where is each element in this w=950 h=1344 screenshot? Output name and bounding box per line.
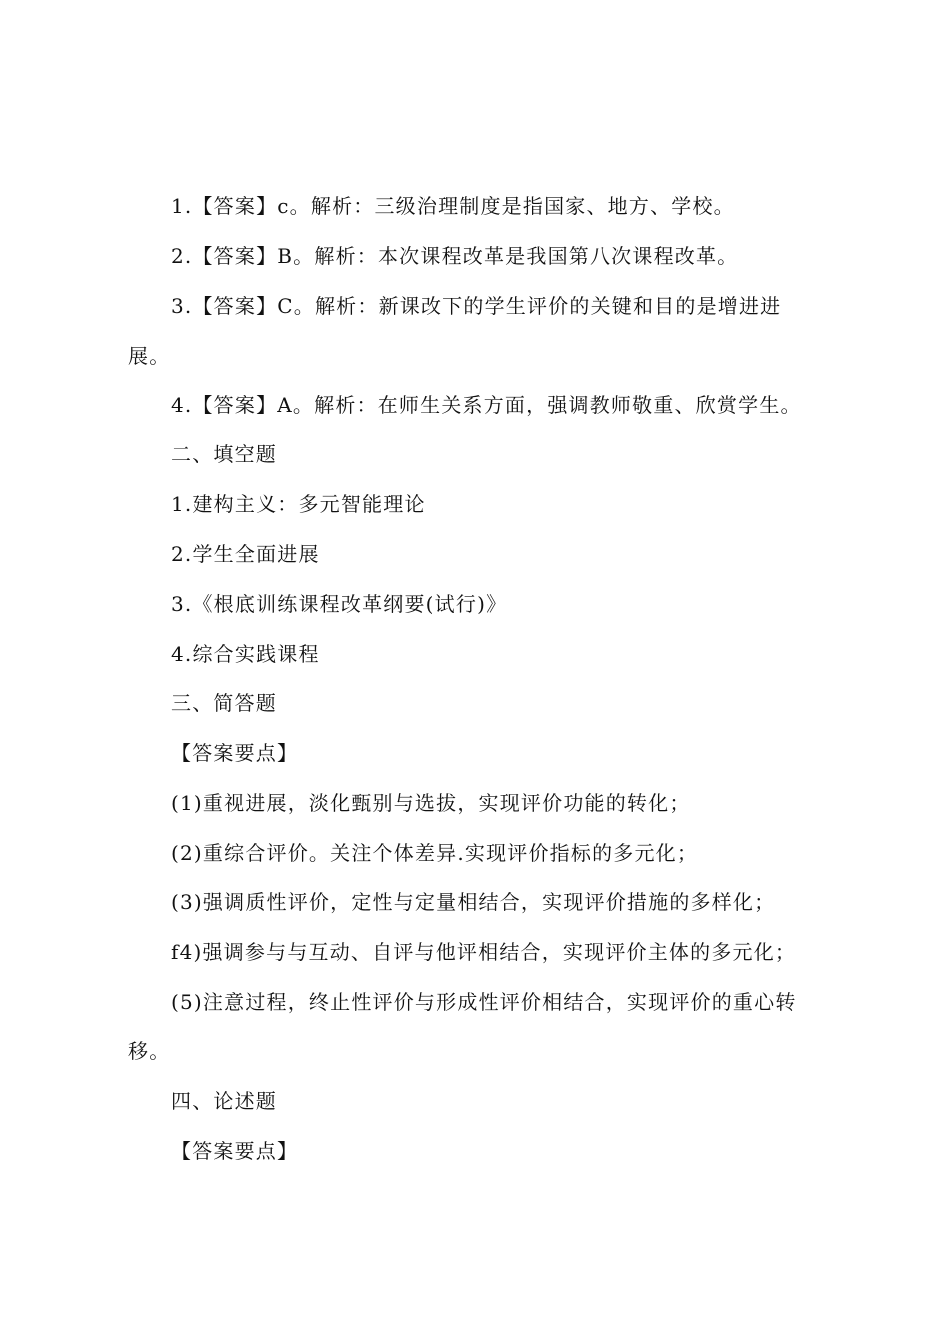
section-heading-fill-in: 二、填空题 [171,442,277,466]
section-heading-essay: 四、论述题 [171,1089,277,1113]
fill-in-answer-2: 2.学生全面进展 [171,542,320,566]
answer-1-line: 1.【答案】c。解析：三级治理制度是指国家、地方、学校。 [171,194,735,218]
answer-4-line: 4.【答案】A。解析：在师生关系方面，强调教师敬重、欣赏学生。 [171,393,802,417]
fill-in-answer-3: 3.《根底训练课程改革纲要(试行)》 [171,592,508,616]
essay-answer-points-heading: 【答案要点】 [171,1139,299,1163]
section-heading-short-answer: 三、简答题 [171,691,277,715]
short-answer-point-2: (2)重综合评价。关注个体差异.实现评价指标的多元化； [171,841,699,865]
answer-3-line: 3.【答案】C。解析：新课改下的学生评价的关键和目的是增进进 [171,294,782,318]
answer-3-continuation: 展。 [128,344,171,368]
answer-2-line: 2.【答案】B。解析：本次课程改革是我国第八次课程改革。 [171,244,739,268]
answer-points-heading: 【答案要点】 [171,741,299,765]
short-answer-point-4: f4)强调参与与互动、自评与他评相结合，实现评价主体的多元化； [171,940,797,964]
short-answer-point-5: (5)注意过程，终止性评价与形成性评价相结合，实现评价的重心转 [171,990,797,1014]
short-answer-point-1: (1)重视进展，淡化甄别与选拔，实现评价功能的转化； [171,791,691,815]
fill-in-answer-4: 4.综合实践课程 [171,642,320,666]
short-answer-point-5-continuation: 移。 [128,1039,171,1063]
fill-in-answer-1: 1.建构主义：多元智能理论 [171,492,426,516]
short-answer-point-3: (3)强调质性评价，定性与定量相结合，实现评价措施的多样化； [171,890,776,914]
